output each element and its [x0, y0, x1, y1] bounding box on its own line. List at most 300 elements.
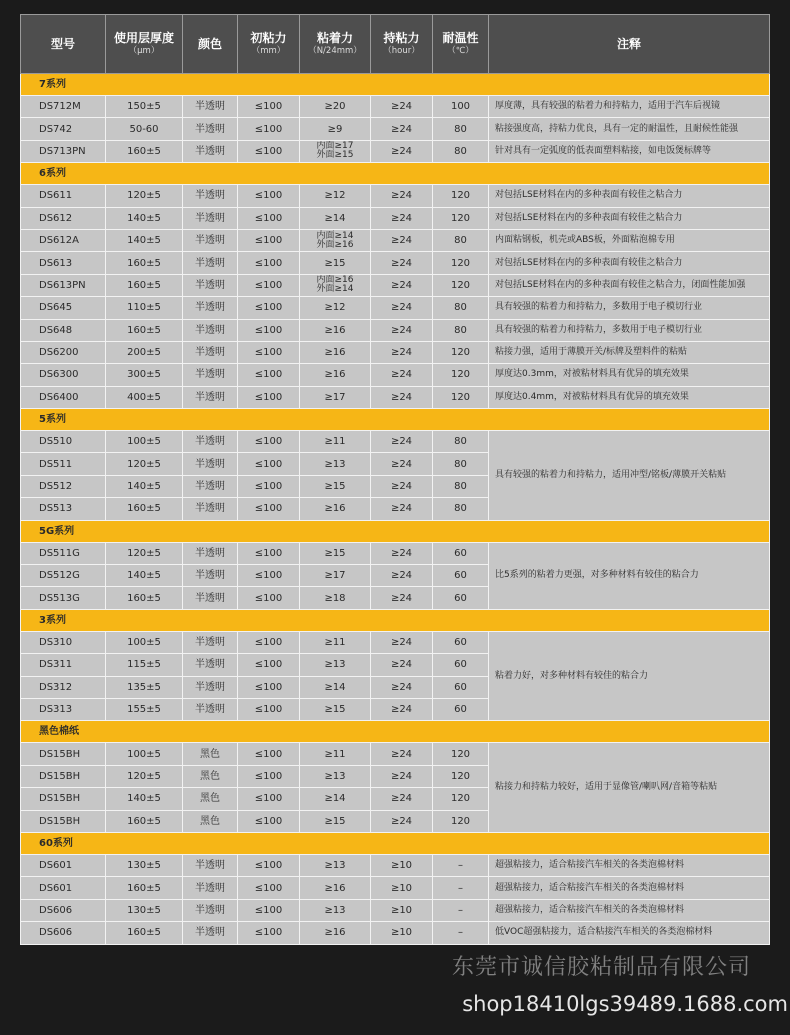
- cell-model: DS742: [21, 118, 106, 140]
- cell-color: 黑色: [183, 743, 238, 765]
- cell-color: 半透明: [183, 854, 238, 876]
- cell-color: 半透明: [183, 252, 238, 274]
- cell-temp: 80: [433, 475, 489, 497]
- cell-note: 低VOC超强粘接力，适合粘接汽车相关的各类泡棉材料: [489, 922, 770, 944]
- cell-adhesion: [300, 252, 371, 274]
- series-band-cell: [21, 163, 770, 185]
- cell-tack: ≤100: [238, 743, 300, 765]
- series-name: 6系列: [39, 168, 66, 180]
- cell-temp: 120: [433, 743, 489, 765]
- cell-model: DS645: [21, 297, 106, 319]
- cell-tack: ≤100: [238, 453, 300, 475]
- header-tack: [238, 15, 300, 74]
- adhesion-value: ≥13: [324, 659, 346, 671]
- cell-adhesion: [300, 274, 371, 296]
- table-row: [21, 854, 770, 876]
- cell-tack: ≤100: [238, 654, 300, 676]
- cell-tack: ≤100: [238, 140, 300, 162]
- cell-temp: 60: [433, 565, 489, 587]
- adhesion-value: ≥18: [324, 592, 346, 604]
- adhesion-value: ≥13: [324, 860, 346, 872]
- cell-temp: –: [433, 877, 489, 899]
- cell-color: 半透明: [183, 899, 238, 921]
- table-row: [21, 743, 770, 765]
- header-color: [183, 15, 238, 74]
- cell-tack: ≤100: [238, 252, 300, 274]
- cell-adhesion: [300, 877, 371, 899]
- cell-color: 半透明: [183, 877, 238, 899]
- cell-note: 对包括LSE材料在内的多种表面有较佳之粘合力: [489, 207, 770, 229]
- cell-tack: ≤100: [238, 631, 300, 653]
- cell-holding: ≥24: [371, 542, 433, 564]
- cell-note: 具有较强的粘着力和持粘力，多数用于电子模切行业: [489, 319, 770, 341]
- cell-temp: 60: [433, 587, 489, 609]
- series-name: 60系列: [39, 837, 73, 849]
- cell-temp: –: [433, 854, 489, 876]
- cell-adhesion: [300, 453, 371, 475]
- cell-thickness: 120±5: [106, 542, 183, 564]
- cell-adhesion: [300, 498, 371, 520]
- cell-model: DS512G: [21, 565, 106, 587]
- cell-temp: 120: [433, 364, 489, 386]
- header-temp-unit: （℃）: [447, 46, 474, 56]
- cell-color: 半透明: [183, 542, 238, 564]
- cell-holding: ≥24: [371, 498, 433, 520]
- adhesion-value: 外面≥15: [316, 150, 354, 161]
- cell-holding: ≥24: [371, 96, 433, 118]
- header-adhesion: [300, 15, 371, 74]
- cell-holding: ≥10: [371, 854, 433, 876]
- cell-tack: ≤100: [238, 854, 300, 876]
- cell-color: 半透明: [183, 229, 238, 251]
- header-model: [21, 15, 106, 74]
- cell-temp: 80: [433, 229, 489, 251]
- cell-adhesion: [300, 185, 371, 207]
- header-adhesion-label: 粘着力: [316, 31, 353, 45]
- cell-tack: ≤100: [238, 922, 300, 944]
- cell-holding: ≥24: [371, 765, 433, 787]
- cell-temp: 120: [433, 386, 489, 408]
- cell-color: 半透明: [183, 431, 238, 453]
- cell-tack: ≤100: [238, 386, 300, 408]
- cell-thickness: 160±5: [106, 922, 183, 944]
- header-holding-unit: （hour）: [383, 46, 420, 56]
- cell-model: DS513: [21, 498, 106, 520]
- cell-holding: ≥24: [371, 252, 433, 274]
- cell-note: 粘接力强，适用于薄膜开关/标牌及塑料件的粘贴: [489, 341, 770, 363]
- series-band-cell: [21, 409, 770, 431]
- adhesion-value: ≥15: [324, 704, 346, 716]
- series-band: [21, 163, 770, 185]
- adhesion-value: ≥11: [324, 436, 346, 448]
- header-thickness: [106, 15, 183, 74]
- cell-color: 半透明: [183, 631, 238, 653]
- cell-thickness: 100±5: [106, 743, 183, 765]
- cell-tack: ≤100: [238, 118, 300, 140]
- cell-holding: ≥24: [371, 475, 433, 497]
- cell-color: 半透明: [183, 498, 238, 520]
- cell-tack: ≤100: [238, 207, 300, 229]
- cell-note: 针对具有一定弧度的低表面塑料粘接，如电饭煲标牌等: [489, 140, 770, 162]
- cell-model: DS613PN: [21, 274, 106, 296]
- adhesion-value: ≥16: [324, 882, 346, 894]
- cell-thickness: 160±5: [106, 252, 183, 274]
- cell-temp: 80: [433, 453, 489, 475]
- cell-model: DS511: [21, 453, 106, 475]
- cell-model: DS310: [21, 631, 106, 653]
- table-row: [21, 542, 770, 564]
- cell-thickness: 160±5: [106, 587, 183, 609]
- cell-temp: 60: [433, 631, 489, 653]
- cell-adhesion: [300, 341, 371, 363]
- cell-color: 半透明: [183, 341, 238, 363]
- cell-tack: ≤100: [238, 587, 300, 609]
- cell-adhesion: [300, 319, 371, 341]
- adhesion-value: ≥20: [324, 101, 346, 113]
- table-row: [21, 185, 770, 207]
- cell-thickness: 115±5: [106, 654, 183, 676]
- cell-note: 比5系列的粘着力更强，对多种材料有较佳的粘合力: [489, 542, 770, 609]
- series-band-cell: [21, 609, 770, 631]
- cell-temp: 60: [433, 542, 489, 564]
- table-row: [21, 140, 770, 162]
- table-row: [21, 386, 770, 408]
- cell-thickness: 120±5: [106, 453, 183, 475]
- cell-model: DS513G: [21, 587, 106, 609]
- series-band: [21, 721, 770, 743]
- cell-tack: ≤100: [238, 810, 300, 832]
- cell-holding: ≥24: [371, 185, 433, 207]
- table-row: [21, 431, 770, 453]
- cell-holding: ≥24: [371, 386, 433, 408]
- cell-temp: 120: [433, 274, 489, 296]
- cell-holding: ≥10: [371, 899, 433, 921]
- cell-holding: ≥24: [371, 810, 433, 832]
- cell-model: DS712M: [21, 96, 106, 118]
- cell-color: 黑色: [183, 810, 238, 832]
- cell-tack: ≤100: [238, 229, 300, 251]
- spec-table-container: [20, 14, 770, 945]
- cell-adhesion: [300, 207, 371, 229]
- cell-thickness: 130±5: [106, 899, 183, 921]
- cell-tack: ≤100: [238, 341, 300, 363]
- cell-color: 半透明: [183, 698, 238, 720]
- header-color-label: 颜色: [197, 36, 222, 51]
- table-row: [21, 899, 770, 921]
- cell-color: 半透明: [183, 565, 238, 587]
- cell-tack: ≤100: [238, 899, 300, 921]
- series-name: 7系列: [39, 79, 66, 90]
- cell-thickness: 100±5: [106, 431, 183, 453]
- table-row: [21, 207, 770, 229]
- table-row: [21, 631, 770, 653]
- cell-temp: 100: [433, 96, 489, 118]
- cell-tack: ≤100: [238, 319, 300, 341]
- series-band-cell: [21, 832, 770, 854]
- cell-temp: 60: [433, 676, 489, 698]
- cell-model: DS606: [21, 899, 106, 921]
- cell-color: 半透明: [183, 140, 238, 162]
- header-notes-label: 注释: [616, 36, 641, 51]
- adhesion-value: 外面≥14: [316, 284, 354, 295]
- cell-thickness: 50-60: [106, 118, 183, 140]
- cell-color: 黑色: [183, 788, 238, 810]
- adhesion-value: ≥14: [324, 793, 346, 805]
- adhesion-value: ≥15: [324, 481, 346, 493]
- cell-holding: ≥24: [371, 698, 433, 720]
- header-holding: [371, 15, 433, 74]
- cell-note: 超强粘接力，适合粘接汽车相关的各类泡棉材料: [489, 854, 770, 876]
- cell-note: 对包括LSE材料在内的多种表面有较佳之粘合力，闭面性能加强: [489, 274, 770, 296]
- cell-color: 半透明: [183, 676, 238, 698]
- cell-tack: ≤100: [238, 475, 300, 497]
- table-row: [21, 252, 770, 274]
- adhesion-value: ≥9: [327, 123, 343, 135]
- cell-note: 具有较强的粘着力和持粘力，适用冲型/铭板/薄膜开关粘贴: [489, 431, 770, 521]
- spec-table: [20, 14, 770, 945]
- cell-thickness: 160±5: [106, 140, 183, 162]
- cell-temp: 80: [433, 118, 489, 140]
- cell-model: DS612A: [21, 229, 106, 251]
- cell-model: DS613: [21, 252, 106, 274]
- adhesion-value: ≥17: [324, 570, 346, 582]
- cell-tack: ≤100: [238, 96, 300, 118]
- cell-adhesion: [300, 922, 371, 944]
- table-row: [21, 118, 770, 140]
- cell-model: DS512: [21, 475, 106, 497]
- cell-thickness: 160±5: [106, 877, 183, 899]
- cell-holding: ≥24: [371, 274, 433, 296]
- cell-thickness: 160±5: [106, 498, 183, 520]
- table-row: [21, 297, 770, 319]
- adhesion-value: 内面≥16: [316, 275, 354, 286]
- table-row: [21, 229, 770, 251]
- header-tack-unit: （mm）: [251, 46, 286, 56]
- cell-note: 厚度达0.4mm，对被粘材料具有优异的填充效果: [489, 386, 770, 408]
- cell-color: 半透明: [183, 386, 238, 408]
- adhesion-value: ≥16: [324, 927, 346, 939]
- cell-holding: ≥24: [371, 207, 433, 229]
- cell-holding: ≥24: [371, 788, 433, 810]
- cell-adhesion: [300, 698, 371, 720]
- series-band: [21, 74, 770, 96]
- adhesion-value: ≥16: [324, 324, 346, 336]
- table-row: [21, 877, 770, 899]
- adhesion-value: ≥13: [324, 770, 346, 782]
- table-row: [21, 922, 770, 944]
- cell-holding: ≥24: [371, 140, 433, 162]
- cell-model: DS312: [21, 676, 106, 698]
- cell-adhesion: [300, 118, 371, 140]
- cell-thickness: 110±5: [106, 297, 183, 319]
- cell-holding: ≥24: [371, 297, 433, 319]
- cell-temp: 120: [433, 341, 489, 363]
- cell-model: DS15BH: [21, 765, 106, 787]
- header-temp-label: 耐温性: [442, 31, 479, 45]
- cell-tack: ≤100: [238, 765, 300, 787]
- cell-model: DS6200: [21, 341, 106, 363]
- cell-model: DS15BH: [21, 743, 106, 765]
- cell-adhesion: [300, 96, 371, 118]
- cell-model: DS6300: [21, 364, 106, 386]
- shop-url: shop18410lgs39489.1688.com: [462, 992, 788, 1016]
- cell-thickness: 300±5: [106, 364, 183, 386]
- cell-tack: ≤100: [238, 185, 300, 207]
- cell-color: 半透明: [183, 96, 238, 118]
- cell-note: 具有较强的粘着力和持粘力，多数用于电子模切行业: [489, 297, 770, 319]
- cell-temp: 120: [433, 810, 489, 832]
- cell-note: 内面粘钢板，机壳或ABS板，外面粘泡棉专用: [489, 229, 770, 251]
- cell-note: 对包括LSE材料在内的多种表面有较佳之粘合力: [489, 185, 770, 207]
- cell-holding: ≥10: [371, 922, 433, 944]
- cell-temp: 80: [433, 431, 489, 453]
- cell-thickness: 150±5: [106, 96, 183, 118]
- cell-adhesion: [300, 765, 371, 787]
- cell-model: DS313: [21, 698, 106, 720]
- cell-holding: ≥10: [371, 877, 433, 899]
- adhesion-value: 外面≥16: [316, 239, 354, 250]
- cell-temp: 120: [433, 788, 489, 810]
- series-band-cell: [21, 520, 770, 542]
- cell-color: 半透明: [183, 185, 238, 207]
- adhesion-value: ≥13: [324, 904, 346, 916]
- cell-color: 半透明: [183, 118, 238, 140]
- cell-model: DS511G: [21, 542, 106, 564]
- cell-adhesion: [300, 854, 371, 876]
- table-row: [21, 341, 770, 363]
- cell-tack: ≤100: [238, 498, 300, 520]
- header-tack-label: 初粘力: [250, 31, 287, 45]
- cell-color: 半透明: [183, 207, 238, 229]
- table-row: [21, 319, 770, 341]
- cell-tack: ≤100: [238, 788, 300, 810]
- cell-thickness: 100±5: [106, 631, 183, 653]
- cell-note: 厚度达0.3mm，对被粘材料具有优异的填充效果: [489, 364, 770, 386]
- cell-thickness: 400±5: [106, 386, 183, 408]
- cell-tack: ≤100: [238, 565, 300, 587]
- series-band: [21, 609, 770, 631]
- header-row: [21, 15, 770, 74]
- adhesion-value: ≥12: [324, 190, 346, 202]
- cell-temp: 60: [433, 698, 489, 720]
- cell-adhesion: [300, 565, 371, 587]
- cell-holding: ≥24: [371, 118, 433, 140]
- cell-thickness: 140±5: [106, 207, 183, 229]
- cell-model: DS311: [21, 654, 106, 676]
- cell-adhesion: [300, 631, 371, 653]
- cell-tack: ≤100: [238, 364, 300, 386]
- cell-tack: ≤100: [238, 297, 300, 319]
- cell-adhesion: [300, 475, 371, 497]
- adhesion-value: ≥16: [324, 369, 346, 381]
- cell-tack: ≤100: [238, 431, 300, 453]
- cell-color: 半透明: [183, 475, 238, 497]
- cell-temp: –: [433, 922, 489, 944]
- cell-holding: ≥24: [371, 587, 433, 609]
- cell-model: DS612: [21, 207, 106, 229]
- adhesion-value: ≥16: [324, 503, 346, 515]
- cell-adhesion: [300, 386, 371, 408]
- cell-holding: ≥24: [371, 319, 433, 341]
- cell-note: 厚度薄，具有较强的粘着力和持粘力，适用于汽车后视镜: [489, 96, 770, 118]
- cell-temp: 80: [433, 319, 489, 341]
- cell-temp: 80: [433, 140, 489, 162]
- cell-holding: ≥24: [371, 743, 433, 765]
- cell-note: 超强粘接力，适合粘接汽车相关的各类泡棉材料: [489, 899, 770, 921]
- adhesion-value: ≥17: [324, 391, 346, 403]
- watermark-text: 东莞市诚信胶粘制品有限公司: [452, 955, 752, 980]
- series-band: [21, 520, 770, 542]
- adhesion-value: ≥16: [324, 347, 346, 359]
- cell-model: DS648: [21, 319, 106, 341]
- cell-tack: ≤100: [238, 877, 300, 899]
- cell-adhesion: [300, 654, 371, 676]
- cell-temp: 80: [433, 498, 489, 520]
- adhesion-value: ≥15: [324, 257, 346, 269]
- adhesion-value: ≥14: [324, 212, 346, 224]
- adhesion-value: ≥14: [324, 681, 346, 693]
- cell-adhesion: [300, 229, 371, 251]
- cell-thickness: 130±5: [106, 854, 183, 876]
- cell-adhesion: [300, 431, 371, 453]
- cell-temp: 80: [433, 297, 489, 319]
- series-band-cell: [21, 74, 770, 96]
- header-model-label: 型号: [50, 36, 75, 51]
- adhesion-value: 内面≥14: [316, 230, 354, 241]
- header-thickness-unit: （μm）: [128, 46, 160, 56]
- adhesion-value: ≥11: [324, 637, 346, 648]
- cell-temp: –: [433, 899, 489, 921]
- cell-tack: ≤100: [238, 542, 300, 564]
- cell-holding: ≥24: [371, 453, 433, 475]
- cell-color: 半透明: [183, 319, 238, 341]
- adhesion-value: ≥15: [324, 815, 346, 827]
- cell-holding: ≥24: [371, 341, 433, 363]
- series-name: 3系列: [39, 614, 66, 626]
- cell-note: 对包括LSE材料在内的多种表面有较佳之粘合力: [489, 252, 770, 274]
- cell-model: DS713PN: [21, 140, 106, 162]
- series-name: 5系列: [39, 414, 66, 426]
- header-thickness-label: 使用层厚度: [113, 31, 174, 45]
- header-notes: [489, 15, 770, 74]
- cell-holding: ≥24: [371, 654, 433, 676]
- table-row: [21, 96, 770, 118]
- cell-tack: ≤100: [238, 274, 300, 296]
- series-band: [21, 832, 770, 854]
- cell-temp: 60: [433, 654, 489, 676]
- spec-table-body: [21, 74, 770, 945]
- cell-thickness: 140±5: [106, 788, 183, 810]
- cell-color: 半透明: [183, 922, 238, 944]
- cell-thickness: 120±5: [106, 765, 183, 787]
- adhesion-value: ≥12: [324, 302, 346, 314]
- cell-holding: ≥24: [371, 565, 433, 587]
- cell-holding: ≥24: [371, 676, 433, 698]
- cell-holding: ≥24: [371, 364, 433, 386]
- series-band: [21, 409, 770, 431]
- header-adhesion-unit: （N/24mm）: [308, 46, 362, 56]
- cell-adhesion: [300, 743, 371, 765]
- cell-model: DS601: [21, 854, 106, 876]
- cell-note: 粘着力好，对多种材料有较佳的粘合力: [489, 631, 770, 721]
- cell-thickness: 160±5: [106, 319, 183, 341]
- cell-note: 粘接强度高，持粘力优良，具有一定的耐温性，且耐候性能强: [489, 118, 770, 140]
- adhesion-value: 内面≥17: [316, 141, 354, 152]
- cell-temp: 120: [433, 252, 489, 274]
- cell-thickness: 135±5: [106, 676, 183, 698]
- cell-model: DS510: [21, 431, 106, 453]
- cell-color: 半透明: [183, 654, 238, 676]
